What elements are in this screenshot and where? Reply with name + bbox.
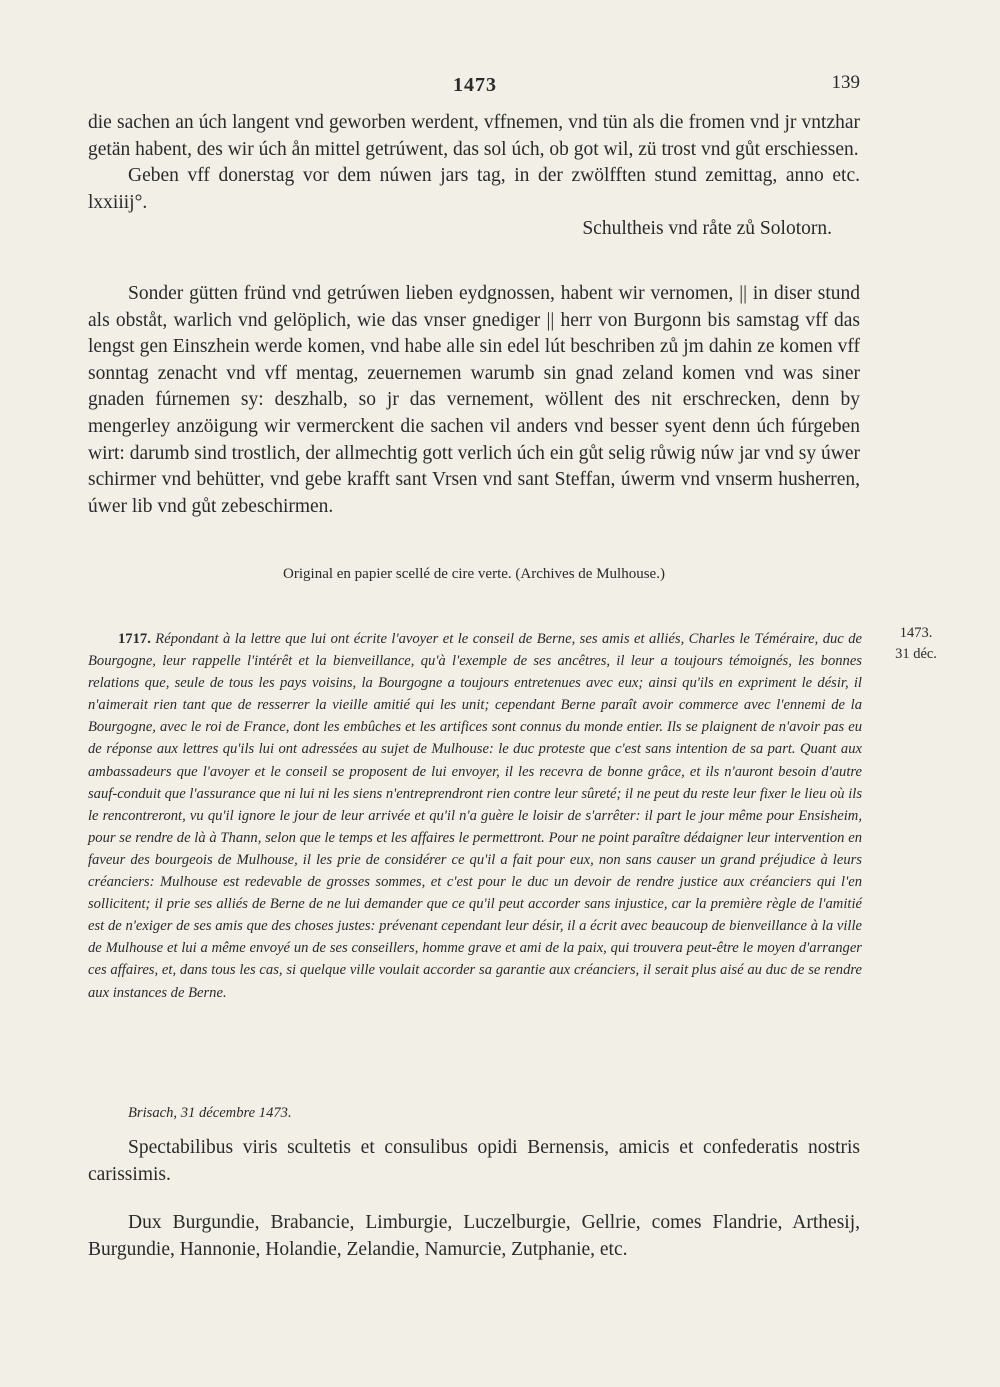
regest-text: Répondant à la lettre que lui ont écrite l'avoyer et le conseil de Berne, ses amis et alliés, Charles le Téméraire, duc de Bourgogne, leur rappelle l'intérêt et la bienveillance, qu'à l'exemple de ses ancêtres, il leur a toujours témoignés, les bonnes relations que, seule de tous les pays voisins, la Bourgogne a toujours entretenues avec eux; ainsi qu'ils en expriment le désir, il n'aimerait rien tant que de resserrer la vieille amitié qui les unit; cependant Berne paraît avoir commerce avec l'ennemi de la Bourgogne, avec le roi de France, dont les embûches et les artifices sont connus du monde entier. Ils se plaignent de n'avoir pas eu de réponse aux lettres qu'ils lui ont adressées au sujet de Mulhouse: le duc proteste que c'est sans intention de sa part. Quant aux ambassadeurs que l'avoyer et le conseil se proposent de lui envoyer, il les recevra de bonne grâce, et ils n'auront besoin d'autre sauf-conduit que l'assurance que ni lui ni les siens n'entreprendront rien contre leur sûreté; il ne peut du reste leur fixer le lieu où ils le rencontreront, vu qu'il ignore le jour de leur arrivée et qu'il n'a guère le loisir de s'arrêter: il part le jour même pour Ensisheim, pour se rendre de là à Thann, selon que le temps et les affaires le permettront. Pour ne point paraître dédaigner leur intervention en faveur des bourgeois de Mulhouse, il les prie de considérer ce qu'il a fait pour eux, non sans causer un grand préjudice à leurs créanciers: Mulhouse est redevable de grosses sommes, et c'est pour le duc un devoir de rendre justice aux créanciers qui l'en sollicitent; il prie ses alliés de Berne de ne lui demander que ce qu'il peut accorder sans injustice, car la première règle de l'amitié est de n'exiger de ses amis que des choses justes: prévenant cependant leur désir, il a écrit avec beaucoup de bienveillance à la ville de Mulhouse et lui a même envoyé un de ses conseillers, homme grave et ami de la paix, qui trouvera peut-être le moyen d'arranger ces affaires, et, dans tous les cas, si quelque ville voulait accorder sa garantie aux créanciers, il serait plus aisé au duc de se rendre aux instances de Berne. — [88, 631, 862, 1001]
margin-date-note — [876, 623, 956, 665]
latin-address — [88, 1135, 860, 1188]
paragraph-dating: Geben vff donerstag vor dem núwen jars tag, in der zwölfften stund zemittag, anno etc. lxxiiij°. — [88, 165, 860, 213]
signature: Schultheis vnd råte zů Solotorn. — [582, 218, 832, 240]
page-number: 139 — [831, 72, 860, 93]
german-letter-end — [88, 110, 860, 243]
source-note: Original en papier scellé de cire verte. (Archives de Mulhouse.) — [283, 566, 665, 582]
margin-day: 31 déc. — [895, 646, 937, 662]
document-number: 1717. — [118, 631, 151, 647]
running-header-year: 1473 — [453, 74, 497, 96]
titles-text: Dux Burgundie, Brabancie, Limburgie, Luczelburgie, Gellrie, comes Flandrie, Arthesij, Burgundie, Hannonie, Holandie, Zelandie, Namurcie, Zutphanie, etc. — [88, 1212, 860, 1260]
paragraph-postscript: Sonder gütten fründ vnd getrúwen lieben eydgnossen, habent wir vernomen, || in diser stund als obståt, warlich vnd gelöplich, wie das vnser gnediger || herr von Burgonn bis samstag vff das lengst gen Einszhein werde komen, vnd habe alle sin edel lút beschriben zů jm dahin ze komen vff sonntag zenacht vnd vff mentag, zeuernemen warumb sin gnad zeland komen vnd was siner gnaden fúrnemen sy: deszhalb, so jr das vernement, wöllent des nit erschrecken, denn by mengerley anzöigung wir vermerckent die sachen vil anders vnd besser syent denn úch fúrgeben wirt: darumb sind trostlich, der allmechtig gott verlich úch ein gůt selig růwig núw jar vnd sy úwer schirmer vnd behütter, vnd gebe krafft sant Vrsen vnd sant Steffan, úwerm vnd vnserm husherren, úwer lib vnd gůt zebeschirmen. — [88, 283, 860, 517]
paragraph-closing: die sachen an úch langent vnd geworben werdent, vffnemen, vnd tün als die fromen vnd jr vntzhar getän habent, des wir úch ån mittel getrúwent, das sol úch, ob got wil, zü trost vnd gůt erschiessen. — [88, 112, 860, 160]
regest-summary — [88, 628, 862, 1004]
german-postscript — [88, 281, 860, 520]
regest-place-date: Brisach, 31 décembre 1473. — [128, 1105, 292, 1121]
margin-year: 1473. — [899, 625, 933, 641]
address-text: Spectabilibus viris scultetis et consulibus opidi Bernensis, amicis et confederatis nostris carissimis. — [88, 1137, 860, 1185]
latin-titles — [88, 1210, 860, 1263]
